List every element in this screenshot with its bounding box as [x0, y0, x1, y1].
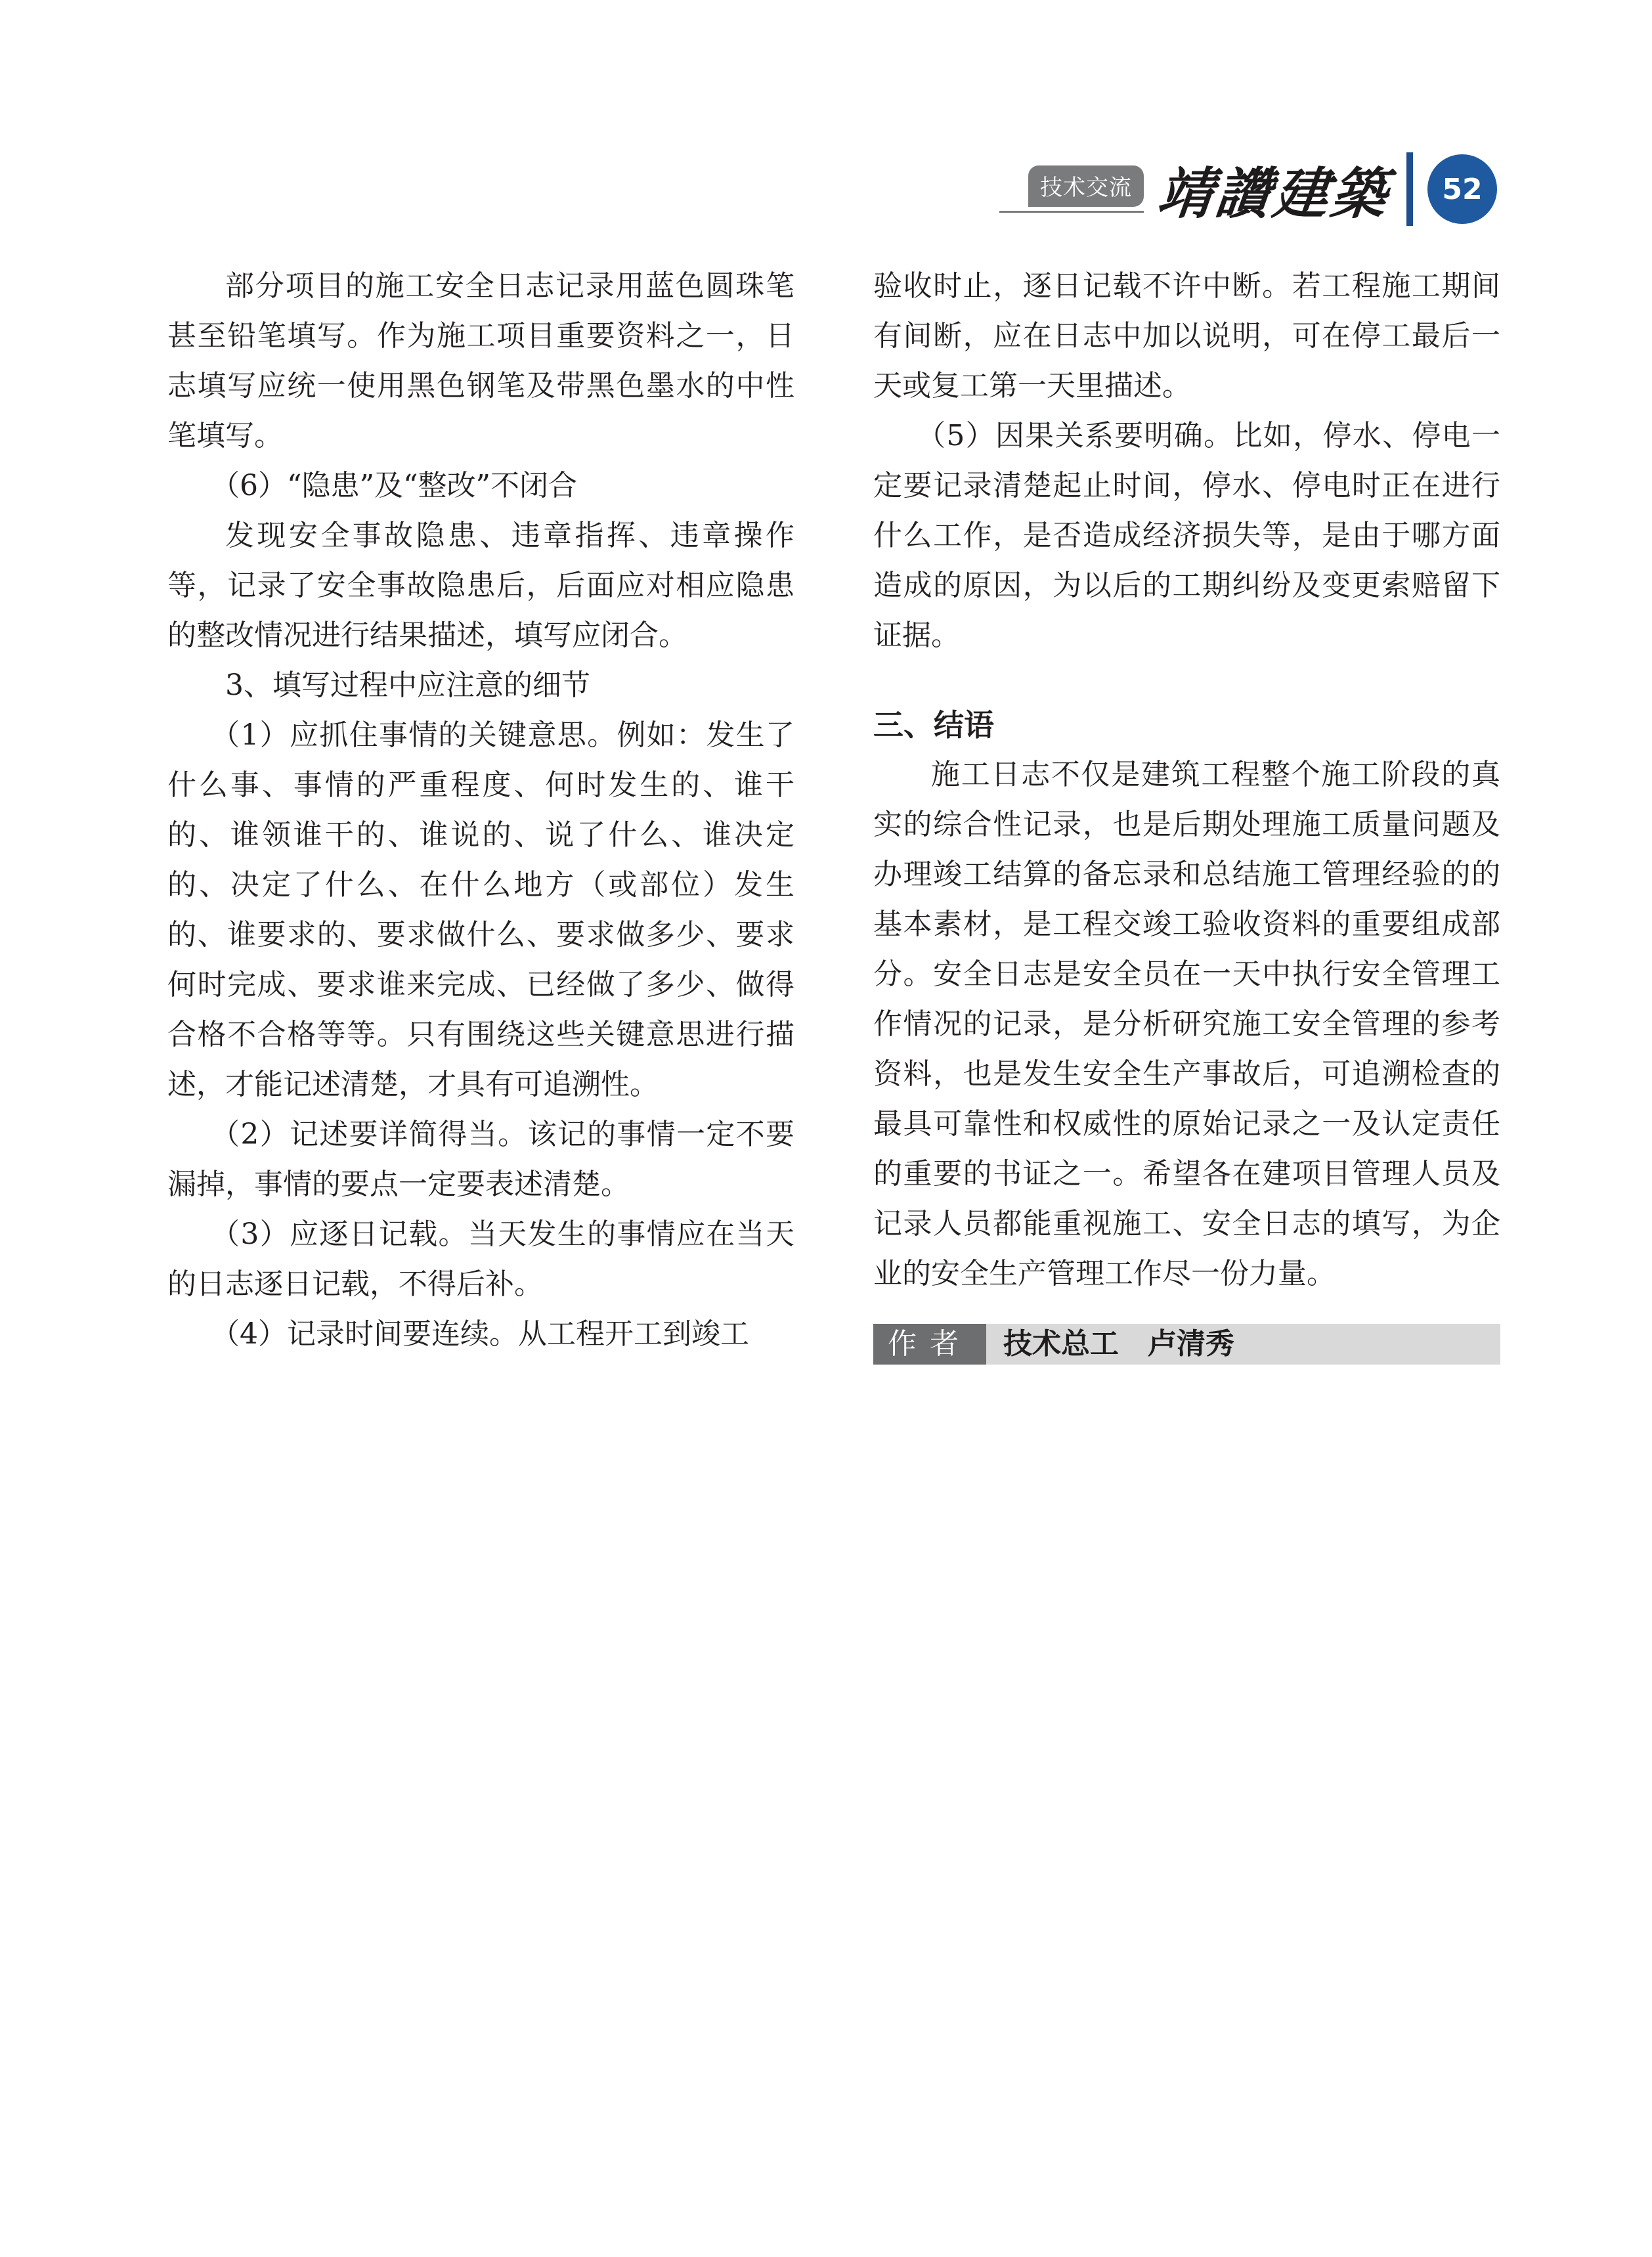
magazine-logo: 靖讚建築: [1154, 160, 1393, 226]
paragraph-continued: 验收时止，逐日记载不许中断。若工程施工期间有间断，应在日志中加以说明，可在停工最后一天或复工第一天里描述。: [873, 269, 1500, 403]
paragraph: 发现安全事故隐患、违章指挥、违章操作等，记录了安全事故隐患后，后面应对相应隐患的整改情况进行结果描述，填写应闭合。: [167, 519, 794, 652]
paragraph-item-3: （3）应逐日记载。当天发生的事情应在当天的日志逐日记载，不得后补。: [167, 1217, 794, 1301]
right-column: [873, 261, 1500, 1365]
section-heading-conclusion: 三、结语: [873, 707, 994, 743]
paragraph-conclusion: 施工日志不仅是建筑工程整个施工阶段的真实的综合性记录，也是后期处理施工质量问题及办理竣工结算的备忘录和总结施工管理经验的的基本素材，是工程交竣工验收资料的重要组成部分。安全日志是安全员在一天中执行安全管理工作情况的记录，是分析研究施工安全管理的参考资料，也是发生安全生产事故后，可追溯检查的最具可靠性和权威性的原始记录之一及认定责任的重要的书证之一。希望各在建项目管理人员及记录人员都能重视施工、安全日志的填写，为企业的安全生产管理工作尽一份力量。: [873, 758, 1500, 1290]
section-tag: 技术交流: [1028, 165, 1144, 207]
paragraph-item-1: （1）应抓住事情的关键意思。例如：发生了什么事、事情的严重程度、何时发生的、谁干的、谁领谁干的、谁说的、说了什么、谁决定的、决定了什么、在什么地方（或部位）发生的、谁要求的、要求做什么、要求做多少、要求何时完成、要求谁来完成、已经做了多少、做得合格不合格等等。只有围绕这些关键意思进行描述，才能记述清楚，才具有可追溯性。: [167, 718, 794, 1101]
section-tag-underline: [999, 211, 1144, 213]
paragraph-item-2: （2）记述要详简得当。该记的事情一定不要漏掉，事情的要点一定要表述清楚。: [167, 1118, 794, 1201]
page-number-badge: 52: [1427, 154, 1497, 224]
header-divider: [1406, 152, 1413, 226]
paragraph-item-4: （4）记录时间要连续。从工程开工到竣工: [211, 1317, 749, 1351]
author-bar: [873, 1324, 1500, 1365]
subheading-3: 3、填写过程中应注意的细节: [225, 668, 590, 702]
page-header: [999, 150, 1497, 229]
left-column: [167, 261, 794, 1359]
author-name: 技术总工 卢清秀: [986, 1324, 1500, 1365]
section-tag-group: [999, 165, 1144, 213]
author-label: 作者: [873, 1324, 986, 1365]
paragraph-continued: 部分项目的施工安全日志记录用蓝色圆珠笔甚至铅笔填写。作为施工项目重要资料之一，日志填写应统一使用黑色钢笔及带黑色墨水的中性笔填写。: [167, 269, 794, 452]
subheading-6: （6）“隐患”及“整改”不闭合: [211, 469, 577, 502]
paragraph-item-5: （5）因果关系要明确。比如，停水、停电一定要记录清楚起止时间，停水、停电时正在进行什么工作，是否造成经济损失等，是由于哪方面造成的原因，为以后的工期纠纷及变更索赔留下证据。: [873, 419, 1500, 652]
